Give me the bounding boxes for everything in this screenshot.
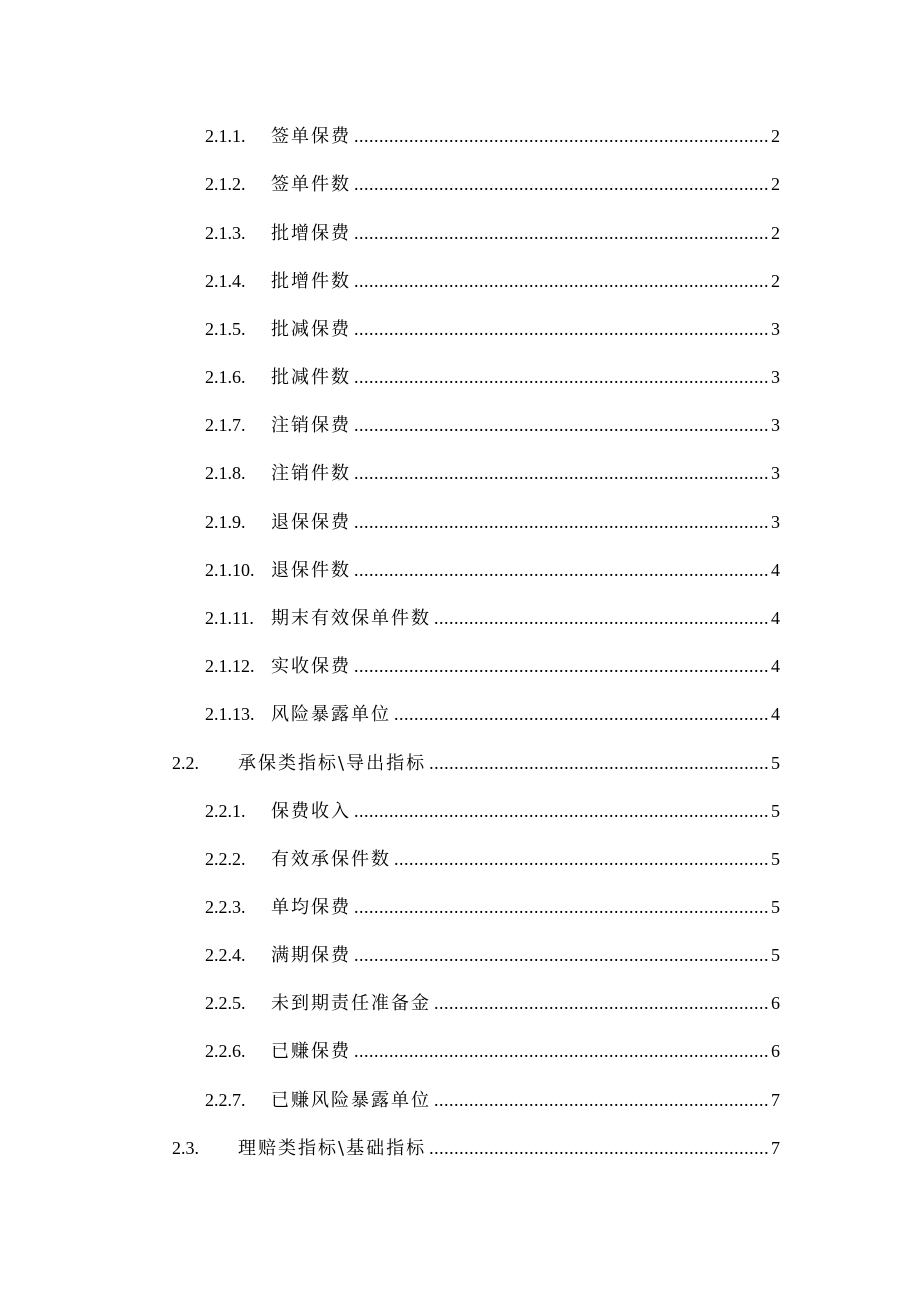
toc-entry[interactable]	[205, 796, 780, 826]
toc-dot-leader	[434, 988, 769, 1018]
toc-entry-number: 2.1.9.	[205, 512, 246, 532]
toc-dot-leader	[354, 555, 769, 585]
toc-entry-number: 2.2.1.	[205, 801, 246, 821]
toc-entry-number: 2.1.11.	[205, 608, 254, 628]
toc-entry-number: 2.1.10.	[205, 560, 255, 580]
toc-entry-title: 批减保费	[271, 319, 351, 340]
toc-entry-title: 实收保费	[271, 656, 351, 677]
toc-entry-title: 未到期责任准备金	[271, 993, 431, 1014]
toc-entry-page: 3	[771, 367, 780, 387]
toc-dot-leader	[354, 218, 769, 248]
toc-entry-title: 期末有效保单件数	[271, 608, 431, 629]
toc-entry[interactable]	[205, 892, 780, 922]
toc-entry-page: 7	[771, 1090, 780, 1110]
toc-entry-number: 2.1.4.	[205, 271, 246, 291]
toc-entry[interactable]	[205, 507, 780, 537]
toc-dot-leader	[429, 748, 769, 778]
toc-entry[interactable]	[205, 410, 780, 440]
toc-entry-page: 3	[771, 463, 780, 483]
toc-entry-title: 批增件数	[271, 271, 351, 292]
toc-entry[interactable]	[205, 699, 780, 729]
toc-dot-leader	[354, 651, 769, 681]
toc-entry-page: 5	[771, 945, 780, 965]
toc-dot-leader	[434, 1085, 769, 1115]
toc-entry-title: 承保类指标\导出指标	[238, 753, 427, 774]
toc-entry-number: 2.1.6.	[205, 367, 246, 387]
toc-entry-number: 2.2.6.	[205, 1041, 246, 1061]
toc-entry-page: 2	[771, 126, 780, 146]
toc-dot-leader	[354, 1036, 769, 1066]
toc-entry-number: 2.2.5.	[205, 993, 246, 1013]
toc-entry-page: 3	[771, 415, 780, 435]
toc-entry-page: 4	[771, 608, 780, 628]
toc-entry-page: 3	[771, 512, 780, 532]
toc-entry-number: 2.1.2.	[205, 174, 246, 194]
toc-entry-page: 6	[771, 993, 780, 1013]
toc-entry-page: 4	[771, 560, 780, 580]
toc-entry-title: 退保保费	[271, 512, 351, 533]
toc-entry-number: 2.2.	[172, 753, 199, 773]
toc-entry-number: 2.2.3.	[205, 897, 246, 917]
toc-dot-leader	[354, 796, 769, 826]
toc-entry[interactable]	[205, 458, 780, 488]
toc-entry[interactable]	[205, 988, 780, 1018]
toc-entry-title: 注销保费	[271, 415, 351, 436]
toc-entry-title: 签单件数	[271, 174, 351, 195]
toc-entry[interactable]	[205, 603, 780, 633]
toc-entry-number: 2.1.3.	[205, 223, 246, 243]
toc-entry[interactable]	[205, 266, 780, 296]
toc-entry-page: 2	[771, 223, 780, 243]
toc-entry[interactable]	[205, 555, 780, 585]
toc-entry[interactable]	[205, 1036, 780, 1066]
toc-entry[interactable]	[205, 1085, 780, 1115]
toc-entry-title: 保费收入	[271, 801, 351, 822]
toc-dot-leader	[354, 507, 769, 537]
toc-dot-leader	[354, 362, 769, 392]
toc-entry-title: 理赔类指标\基础指标	[238, 1138, 427, 1159]
toc-entry-title: 满期保费	[271, 945, 351, 966]
toc-entry-section[interactable]	[172, 1133, 780, 1163]
toc-entry-number: 2.2.7.	[205, 1090, 246, 1110]
toc-entry-title: 注销件数	[271, 463, 351, 484]
toc-entry[interactable]	[205, 362, 780, 392]
toc-entry-page: 7	[771, 1138, 780, 1158]
toc-dot-leader	[394, 844, 769, 874]
toc-entry-title: 退保件数	[271, 560, 351, 581]
toc-entry-page: 4	[771, 656, 780, 676]
toc-entry-page: 2	[771, 271, 780, 291]
toc-dot-leader	[434, 603, 769, 633]
toc-entry-section[interactable]	[172, 748, 780, 778]
toc-entry-page: 3	[771, 319, 780, 339]
toc-dot-leader	[354, 940, 769, 970]
toc-entry-page: 5	[771, 897, 780, 917]
toc-dot-leader	[354, 458, 769, 488]
toc-entry[interactable]	[205, 169, 780, 199]
toc-dot-leader	[354, 410, 769, 440]
toc-entry-number: 2.2.4.	[205, 945, 246, 965]
toc-entry-title: 已赚风险暴露单位	[271, 1090, 431, 1111]
toc-entry-number: 2.1.1.	[205, 126, 246, 146]
toc-entry-page: 5	[771, 753, 780, 773]
toc-dot-leader	[394, 699, 769, 729]
toc-dot-leader	[429, 1133, 769, 1163]
toc-entry-page: 5	[771, 801, 780, 821]
toc-entry-number: 2.1.5.	[205, 319, 246, 339]
toc-entry-page: 4	[771, 704, 780, 724]
toc-entry-number: 2.1.12.	[205, 656, 255, 676]
toc-entry-number: 2.1.8.	[205, 463, 246, 483]
toc-dot-leader	[354, 121, 769, 151]
toc-dot-leader	[354, 169, 769, 199]
toc-entry-title: 签单保费	[271, 126, 351, 147]
toc-entry-number: 2.3.	[172, 1138, 199, 1158]
toc-dot-leader	[354, 892, 769, 922]
toc-dot-leader	[354, 266, 769, 296]
toc-entry[interactable]	[205, 218, 780, 248]
toc-entry[interactable]	[205, 651, 780, 681]
toc-entry[interactable]	[205, 314, 780, 344]
toc-entry-title: 单均保费	[271, 897, 351, 918]
toc-entry-page: 6	[771, 1041, 780, 1061]
toc-entry-page: 5	[771, 849, 780, 869]
toc-entry-title: 批减件数	[271, 367, 351, 388]
toc-entry-number: 2.1.13.	[205, 704, 255, 724]
toc-entry[interactable]	[205, 940, 780, 970]
toc-entry[interactable]	[205, 121, 780, 151]
toc-entry[interactable]	[205, 844, 780, 874]
toc-entry-title: 已赚保费	[271, 1041, 351, 1062]
toc-entry-title: 批增保费	[271, 223, 351, 244]
toc-dot-leader	[354, 314, 769, 344]
toc-entry-title: 有效承保件数	[271, 849, 391, 870]
toc-entry-number: 2.2.2.	[205, 849, 246, 869]
toc-entry-page: 2	[771, 174, 780, 194]
toc-entry-number: 2.1.7.	[205, 415, 246, 435]
toc-entry-title: 风险暴露单位	[271, 704, 391, 725]
